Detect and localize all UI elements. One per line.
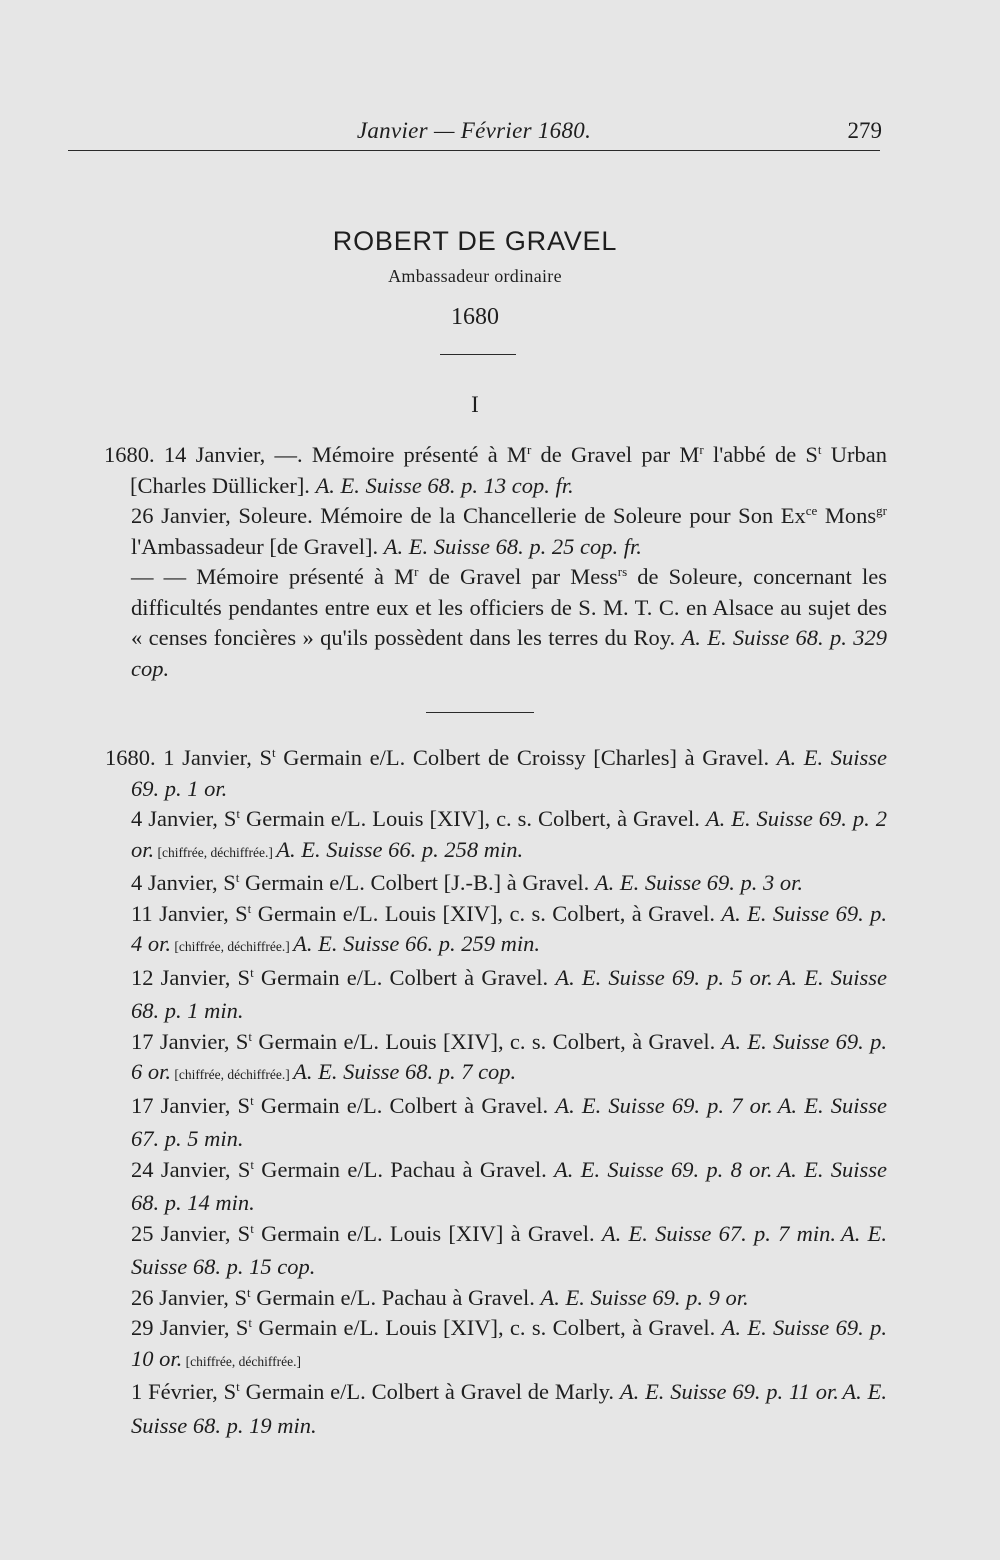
section-numeral: I [471, 392, 479, 417]
archive-reference: A. E. Suisse 69. p. 2 or. [131, 806, 887, 862]
author-subtitle: Ambassadeur ordinaire [388, 266, 562, 286]
letter-text: Germain e/L. Louis [XIV], c. s. Colbert, à Gravel. [252, 1028, 722, 1054]
archive-reference: A. E. Suisse 69. p. 4 or. [131, 900, 887, 956]
entry-text: — — Mémoire présenté à M [131, 564, 415, 589]
letter-text: Germain e/L. Colbert à Gravel. [253, 964, 556, 990]
letter-text: Germain e/L. Louis [XIV], c. s. Colbert, à Gravel. [240, 806, 706, 831]
superscript: t [248, 1315, 253, 1330]
archive-reference: A. E. Suisse 68. p. 14 min. [131, 1156, 888, 1215]
entry-text: 1680. 14 Janvier, —. Mémoire présenté à M [104, 442, 527, 467]
year-heading: 1680 [451, 304, 499, 330]
letter-text: Germain e/L. Pachau à Gravel. [250, 1284, 541, 1310]
superscript: t [250, 1092, 254, 1108]
letter-text: Germain e/L. Louis [XIV], c. s. Colbert, à Gravel. [251, 900, 722, 926]
letter-entry [105, 1155, 887, 1219]
letter-entry [105, 1091, 887, 1155]
superscript: t [235, 870, 240, 885]
letter-date: 4 Janvier, S [131, 806, 237, 831]
letter-text: Germain e/L. Louis [XIV] à Gravel. [253, 1220, 602, 1246]
entry-text: Urban [Charles Düllicker]. [130, 442, 887, 498]
letter-date: 25 Janvier, S [131, 1220, 251, 1246]
archive-reference: A. E. Suisse 66. p. 258 min. [276, 836, 524, 862]
archive-reference: A. E. Suisse 69. p. 3 or. [594, 870, 803, 895]
header-rule [68, 150, 880, 151]
letter-date: 11 Janvier, S [131, 900, 248, 926]
archive-reference: A. E. Suisse 68. p. 7 cop. [293, 1059, 517, 1084]
letter-entry [105, 868, 887, 899]
archive-reference: A. E. Suisse 66. p. 259 min. [293, 931, 540, 956]
letter-date: 12 Janvier, S [131, 964, 251, 990]
archive-reference: A. E. Suisse 68. p. 1 min. [131, 964, 888, 1023]
letter-entry [105, 963, 887, 1027]
archive-reference: A. E. Suisse 69. p. 1 or. [131, 745, 887, 801]
letter-entry [105, 1377, 887, 1441]
superscript: r [526, 442, 532, 457]
entry-text: de Gravel par M [531, 442, 700, 467]
correspondence-section [105, 743, 887, 1441]
archive-reference: A. E. Suisse 69. p. 9 or. [540, 1284, 749, 1310]
running-title: Janvier — Février 1680. [356, 118, 592, 143]
archive-reference: A. E. Suisse 69. p. 7 or. [555, 1092, 773, 1118]
superscript: gr [876, 503, 887, 518]
superscript: t [817, 442, 822, 457]
archive-reference: A. E. Suisse 68. p. 25 cop. fr. [383, 533, 642, 559]
letter-entry [105, 899, 887, 963]
letter-text: Germain e/L. Pachau à Gravel. [253, 1156, 555, 1182]
superscript: ce [805, 503, 818, 518]
entry-text: de Soleure, concernant les difficultés pendantes entre eux et les officiers de S. M. T. C. en Alsace au sujet des « censes foncières » qu'ils possèdent dans les terres du Roy. [131, 564, 888, 650]
archive-reference: A. E. Suisse 68. p. 329 cop. [131, 625, 887, 681]
author-heading: ROBERT DE GRAVEL [332, 226, 618, 256]
entry-text: l'abbé de S [703, 442, 818, 467]
superscript: t [246, 1284, 251, 1300]
letter-text: Germain e/L. Colbert à Gravel. [253, 1092, 556, 1118]
cipher-note: [chiffrée, déchiffrée.] [154, 844, 277, 860]
letter-date: 29 Janvier, S [131, 1315, 249, 1340]
superscript: t [250, 1220, 254, 1236]
letter-date: 4 Janvier, S [131, 870, 236, 895]
letter-entry [105, 743, 887, 804]
cipher-note: [chiffrée, déchiffrée.] [171, 939, 294, 954]
entry-text: Mons [817, 503, 877, 528]
archive-reference: A. E. Suisse 67. p. 5 min. [131, 1092, 888, 1151]
page-header [68, 112, 880, 152]
archive-reference: A. E. Suisse 68. p. 19 min. [131, 1379, 887, 1438]
letter-date: 1 Février, S [131, 1379, 237, 1404]
letter-text: Germain e/L. Colbert de Croissy [Charles] à Gravel. [275, 745, 777, 770]
section-divider [426, 712, 534, 713]
letter-entry [105, 1027, 887, 1091]
memoire-entry [105, 501, 887, 562]
archive-reference: A. E. Suisse 69. p. 11 or. [619, 1379, 839, 1404]
superscript: r [414, 564, 419, 579]
superscript: t [248, 1028, 253, 1044]
superscript: t [247, 900, 252, 916]
archive-reference: A. E. Suisse 69. p. 6 or. [131, 1028, 887, 1084]
archive-reference: A. E. Suisse 69. p. 8 or. [554, 1156, 773, 1182]
letter-date: 26 Janvier, S [131, 1284, 247, 1310]
memoire-entry [104, 440, 887, 501]
cipher-note: [chiffrée, déchiffrée.] [182, 1353, 301, 1369]
letter-date: 1680. 1 Janvier, S [105, 745, 272, 770]
memoire-entry [105, 562, 887, 684]
superscript: t [236, 806, 241, 821]
letter-text: Germain e/L. Louis [XIV], c. s. Colbert, à Gravel. [252, 1315, 722, 1340]
archive-reference: A. E. Suisse 68. p. 13 cop. fr. [315, 472, 574, 498]
superscript: t [250, 1156, 254, 1172]
letter-entry [105, 1313, 887, 1377]
letter-text: Germain e/L. Colbert [J.-B.] à Gravel. [239, 870, 595, 895]
entry-text: de Gravel par Mess [418, 564, 618, 589]
letter-date: 17 Janvier, S [131, 1092, 251, 1118]
archive-reference: A. E. Suisse 69. p. 5 or. [555, 964, 773, 990]
superscript: rs [617, 564, 628, 579]
cipher-note: [chiffrée, déchiffrée.] [171, 1067, 294, 1082]
superscript: t [272, 745, 276, 760]
superscript: t [250, 964, 254, 980]
entry-text: l'Ambassadeur [de Gravel]. [131, 533, 384, 559]
letter-date: 17 Janvier, S [131, 1028, 249, 1054]
archive-reference: A. E. Suisse 67. p. 7 min. [601, 1220, 836, 1246]
superscript: t [236, 1379, 240, 1394]
heading-rule [440, 354, 516, 355]
archive-reference: A. E. Suisse 68. p. 15 cop. [131, 1220, 887, 1279]
entry-text: 26 Janvier, Soleure. Mémoire de la Chancellerie de Soleure pour Son Ex [131, 503, 806, 528]
superscript: r [699, 442, 704, 457]
page-number: 279 [847, 118, 882, 143]
memoire-section [105, 440, 887, 684]
archive-reference: A. E. Suisse 69. p. 10 or. [131, 1315, 887, 1371]
letter-entry [105, 804, 887, 868]
letter-entry [105, 1219, 887, 1283]
letter-entry [105, 1283, 887, 1314]
letter-text: Germain e/L. Colbert à Gravel de Marly. [239, 1379, 620, 1404]
letter-date: 24 Janvier, S [131, 1156, 251, 1182]
